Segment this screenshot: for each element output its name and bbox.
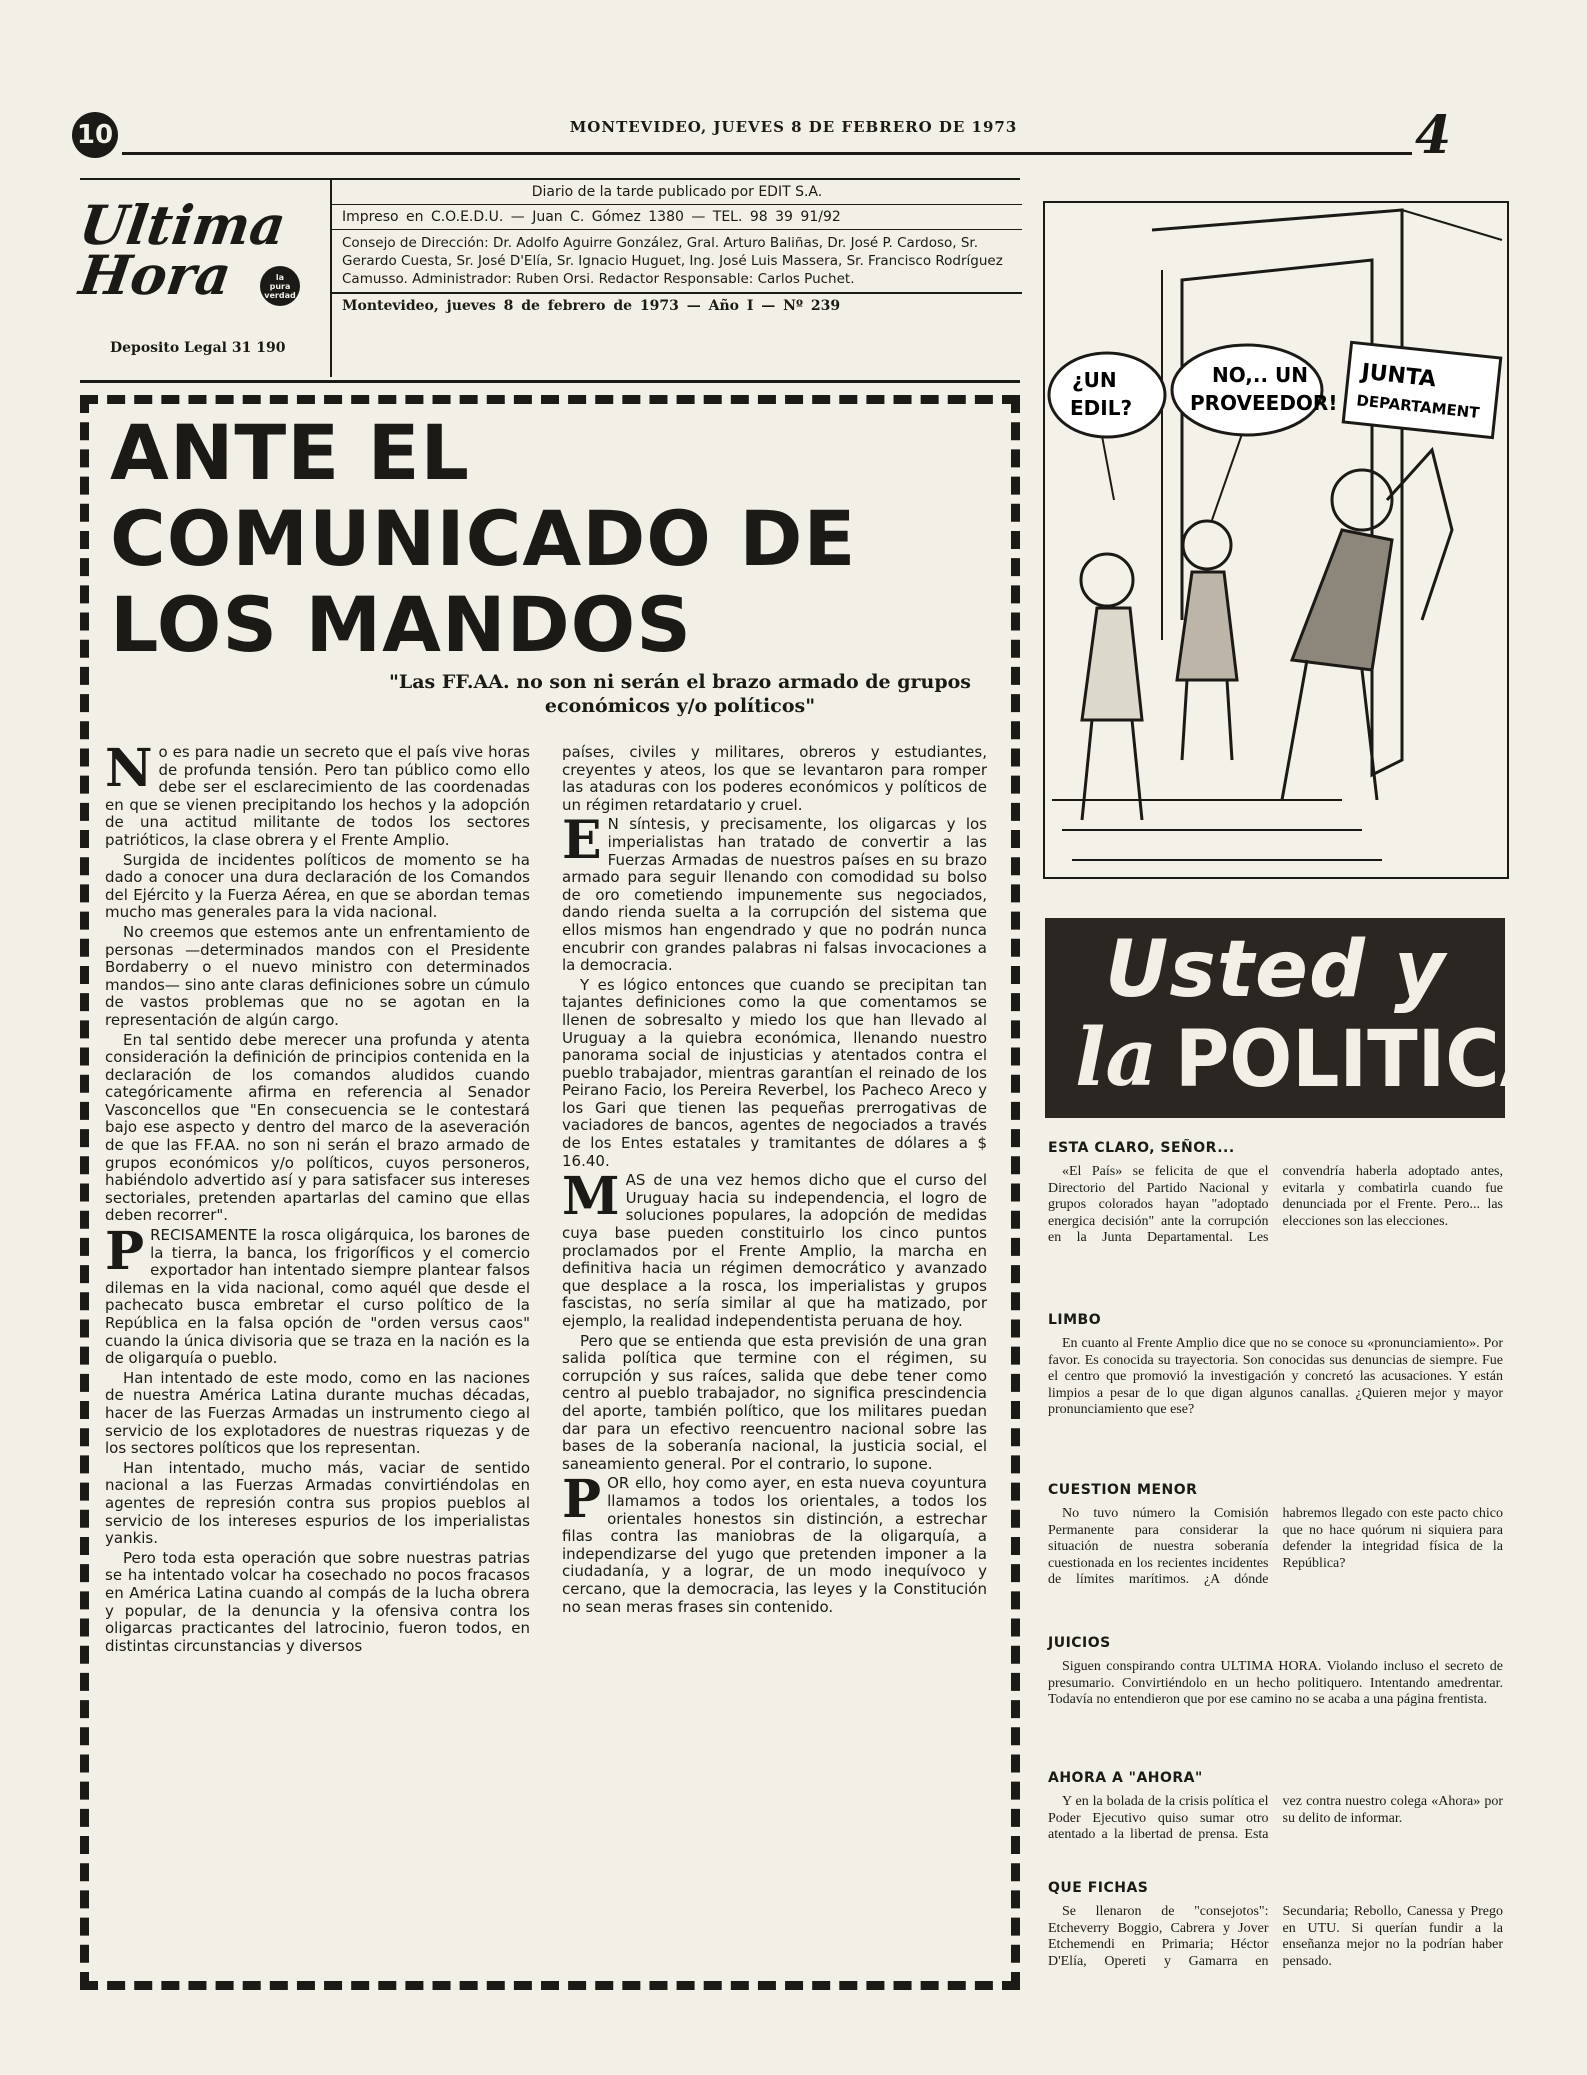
brief-text: Siguen conspirando contra ULTIMA HORA. Violando incluso el secreto de presumario. Convirtiéndolo en un hecho politiquero. Intentando amedrentar. Todavía no entendieron que por ese camino no se acaba a una página frentista. <box>1048 1659 1503 1707</box>
dateline: MONTEVIDEO, JUEVES 8 DE FEBRERO DE 1973 <box>569 118 1018 136</box>
brief-item <box>1048 1312 1503 1419</box>
article-paragraph <box>562 977 987 1171</box>
article-paragraph <box>562 1333 987 1474</box>
paragraph-text: No creemos que estemos ante un enfrentamiento de personas —determinados mandos con el Presidente Bordaberry o el nuevo ministro con determinados mandos— sino ante claras definiciones sobre un cúmulo de vastos problemas que no se agotan en la representación de algún cargo. <box>105 922 530 1029</box>
article-paragraph <box>105 852 530 922</box>
paragraph-text: RECISAMENTE la rosca oligárquica, los barones de la tierra, la banca, los frigoríficos y el comercio exportador han intentado siempre plantear falsos dilemas en la vida nacional, como aquél que desde el pachecato busca embretar el curso político de la República en la falsa opción de "orden versus caos" cuando la única divisoria que se traza en la nación es la de oligarquía o pueblo. <box>105 1226 530 1368</box>
logo-tag-badge <box>260 266 300 306</box>
paragraph-text: Surgida de incidentes políticos de momento se ha dado a conocer una dura declaración de los Comandos del Ejército y la Fuerza Aérea, en que se abordan temas mucho mas generales para la vida nacional. <box>105 850 530 922</box>
bubble-2-line-2: PROVEEDOR! <box>1190 391 1338 415</box>
brief-text: No tuvo número la Comisión Permanente para considerar la situación de nuestra soberanía cuestionada en los recientes incidentes de límites marítimos. ¿A dónde habremos llegado con este pacto chico que no hace quórum ni siquiera para defender la integridad física de la República? <box>1048 1506 1503 1587</box>
logo-word-ultima: Ultima <box>75 193 290 257</box>
drop-cap: M <box>562 1166 620 1228</box>
page-number: 10 <box>76 120 114 150</box>
article-paragraph <box>105 738 530 850</box>
political-cartoon <box>1042 200 1510 880</box>
cartoon-drawing <box>1042 200 1510 880</box>
paragraph-text: o es para nadie un secreto que el país vive horas de profunda tensión. Pero tan público como ello debe ser el esclarecimiento de las coordenadas en que se vienen precipitando los hechos y la adopción de una actitud militante de todos los sectores patrióticos, la clase obrera y el Frente Amplio. <box>105 743 530 849</box>
bubble-1-line-2: EDIL? <box>1070 396 1133 420</box>
sign-line-2: DEPARTAMENT <box>1355 391 1481 423</box>
article-column-1 <box>105 738 530 1657</box>
brief-text: Y en la bolada de la crisis política el Poder Ejecutivo quiso sumar otro atentado a la libertad de prensa. Esta vez contra nuestro colega «Ahora» por su delito de informar. <box>1048 1794 1503 1842</box>
brief-text: En cuanto al Frente Amplio dice que no se conoce su «pronunciamiento». Por favor. Es conocida su trayectoria. Son conocidas sus denuncias de siempre. Fue el centro que promovió la investigación y concretó las acusaciones. Y están limpios a pesar de lo que digan algunos canallas. ¿Quieren mejor y mayor pronunciamiento que ese? <box>1048 1336 1503 1417</box>
paragraph-text: Pero que se entienda que esta previsión de una gran salida política que termine con el régimen, su corrupción y sus raíces, salida que debe tener como centro al pueblo trabajador, no significa prescindencia del aporte, también político, que los militares puedan dar para un efectivo reencuentro nacional sobre las bases de la soberanía nacional, la justicia social, el saneamiento general. Por el contrario, lo supone. <box>562 1331 987 1473</box>
brief-item <box>1048 1635 1503 1709</box>
brief-title: AHORA A "AHORA" <box>1048 1770 1203 1786</box>
imprenta-line: Impreso en C.O.E.D.U. — Juan C. Gómez 1380 — TEL. 98 39 91/92 <box>332 204 1022 230</box>
paragraph-text: países, civiles y militares, obreros y estudiantes, creyentes y ateos, los que se levantaron para romper las ataduras con los poderes económicos y políticos de un régimen retardatario y cruel. <box>562 743 987 814</box>
logo-tag-line: la <box>275 272 285 282</box>
bubble-1-line-1: ¿UN <box>1072 368 1117 392</box>
publisher-line: Diario de la tarde publicado por EDIT S.A. <box>531 184 823 200</box>
section-title-politica: POLITICA <box>1175 1015 1557 1105</box>
paragraph-text: En tal sentido debe merecer una profunda y atenta consideración la definición de principios contenida en la declaración de los comandos aludidos cuando categóricamente afirma en referencia al Senador Vasconcellos que "En consecuencia se le contestará bajo ese aspecto y dentro del marco de la aseveración de que las FF.AA. no son ni serán el brazo armado de grupos económicos y/o políticos, cuyos personeros, habiéndolo advertido así y para satisfacer sus intereses sectoriales, pretenden apartarlas del camino que ellas deben recorrer". <box>105 1030 530 1225</box>
headline: ANTE EL COMUNICADO DE LOS MANDOS <box>110 408 857 669</box>
paragraph-text: OR ello, hoy como ayer, en esta nueva coyuntura llamamos a todos los orientales, a todos los orientales honestos sin distinción, a estrechar filas contra las maniobras de la oligarquía, a independizarse del yugo que pretenden imponer a la ciudadanía, y a lograr, de un modo inequívoco y cercano, que la democracia, las leyes y la Constitución no sean meras frases sin contenido. <box>562 1474 987 1616</box>
article-column-2 <box>562 744 987 1618</box>
section-title-line-1: Usted y <box>1105 925 1446 1015</box>
brief-title: CUESTION MENOR <box>1048 1482 1198 1498</box>
brief-item <box>1048 1482 1503 1589</box>
logo-tag-line: verdad <box>264 290 296 300</box>
consejo-direccion: Consejo de Dirección: Dr. Adolfo Aguirre González, Gral. Arturo Baliñas, Dr. José P. Cardoso, Sr. Gerardo Cuesta, Sr. José D'Elía, Sr. Ignacio Huguet, Ing. José Luis Massera, Sr. Francisco Rodríguez Camusso. Administrador: Ruben Orsi. Redactor Responsable: Carlos Puchet. <box>332 230 1022 294</box>
masthead-info <box>330 180 1022 377</box>
article-paragraph <box>105 1221 530 1368</box>
paragraph-text: Han intentado de este modo, como en las naciones de nuestra América Latina durante muchas décadas, hacer de las Fuerzas Armadas un instrumento ciego al servicio de los explotadores de nuestras riquezas y de los sectores políticos que los representan. <box>105 1368 530 1458</box>
drop-cap: P <box>562 1469 602 1531</box>
brief-title: ESTA CLARO, SEÑOR... <box>1048 1140 1235 1156</box>
paragraph-text: N síntesis, y precisamente, los oligarcas y los imperialistas han tratado de convertir a las Fuerzas Armadas de nuestros países en su brazo armado para seguir llenando con comodidad su bolso de oro cometiendo impunemente sus negociados, dando rienda suelta a la corrupción del sistema que ellos mismos han engendrado y que no podrán nunca encubrir con grandes palabras ni falsas invocaciones a la democracia. <box>562 815 987 975</box>
article-paragraph <box>562 810 987 975</box>
brief-body <box>1048 1794 1503 1844</box>
brief-item <box>1048 1770 1503 1844</box>
drop-cap: E <box>562 810 602 872</box>
brief-body <box>1048 1506 1503 1589</box>
brief-body <box>1048 1164 1503 1247</box>
article-paragraph <box>105 1032 530 1226</box>
drop-cap: N <box>105 738 153 799</box>
masthead <box>75 178 1020 383</box>
issue-line: Montevideo, jueves 8 de febrero de 1973 — Año I — Nº 239 <box>342 298 841 314</box>
article-paragraph <box>562 1469 987 1616</box>
bubble-2-line-1: NO,.. UN <box>1212 363 1309 387</box>
article-paragraph <box>105 1460 530 1548</box>
brief-text: «El País» se felicita de que el Directorio del Partido Nacional y grupos colorados hayan "adoptado energica decisión" ante la corrupción en la Junta Departamental. Les convendría haberla adoptado antes, evitarla y combatirla cuando fue denunciada por el Frente. Pero... las elecciones son las elecciones. <box>1048 1164 1503 1245</box>
brief-title: QUE FICHAS <box>1048 1880 1149 1896</box>
brief-title: LIMBO <box>1048 1312 1102 1328</box>
sign-line-1: JUNTA <box>1360 359 1438 393</box>
brief-text: Se llenaron de "consejotos": Etcheverry Boggio, Cabrera y Jover Etchemendi en Primaria; Héctor D'Elía, Opereti y Gamarra en Secundaria; Rebollo, Canessa y Prego en UTU. Si querían fundir a la enseñanza mejor no la podrían haber pensado. <box>1048 1904 1503 1969</box>
corner-handwritten-mark: 4 <box>1415 105 1452 166</box>
junta-sign <box>1343 342 1501 437</box>
article-paragraph <box>105 1550 530 1656</box>
newspaper-logo <box>75 193 300 310</box>
top-rule <box>122 152 1412 155</box>
article-paragraph <box>562 744 987 814</box>
brief-body <box>1048 1336 1503 1419</box>
subheadline: "Las FF.AA. no son ni serán el brazo armado de grupos económicos y/o políticos" <box>388 671 972 717</box>
brief-body <box>1048 1659 1503 1709</box>
drop-cap: P <box>105 1221 145 1283</box>
brief-body <box>1048 1904 1503 1970</box>
brief-item <box>1048 1140 1503 1247</box>
article-paragraph <box>562 1166 987 1330</box>
article-paragraph <box>105 924 530 1030</box>
logo-word-hora: Hora <box>75 243 235 307</box>
paragraph-text: Y es lógico entonces que cuando se precipitan tan tajantes definiciones como la que comentamos se llenen de sobresalto y miedo los que han llevado al Uruguay a la quiebra económica, llenando nuestro panorama social de injusticias y atentados contra el pueblo trabajador, mientras garantían el reinado de los Peirano Facio, los Pereira Reverbel, los Pacheco Areco y los Gari que tienen las pequeñas prerrogativas de vaciadores de bancos, agentes de negociados a través de los Entes estatales y tramitantes de dólares a $ 16.40. <box>562 975 987 1170</box>
paragraph-text: AS de una vez hemos dicho que el curso del Uruguay hacia su independencia, el logro de soluciones populares, la adopción de medidas cuya base pueden constituirlo los cinco puntos proclamados por el Frente Amplio, la marcha en definitiva hacia un régimen democrático y avanzado que desplace a la rosca, los imperialistas y grupos fascistas, no sería similar al que ha matizado, por ejemplo, la realidad independentista peruana de hoy. <box>562 1171 987 1330</box>
paragraph-text: Han intentado, mucho más, vaciar de sentido nacional a las Fuerzas Armadas convirtiéndolas en agentes de represión contra sus propios pueblos al servicio de los intereses espurios de los imperialistas yankis. <box>105 1458 530 1548</box>
brief-item <box>1048 1880 1503 1970</box>
deposito-legal: Deposito Legal 31 190 <box>110 340 286 356</box>
brief-title: JUICIOS <box>1048 1635 1111 1651</box>
logo-tag-line: pura <box>269 281 291 291</box>
article-paragraph <box>105 1370 530 1458</box>
section-title-la: la <box>1075 1010 1158 1104</box>
paragraph-text: Pero toda esta operación que sobre nuestras patrias se ha intentado volcar ha cosechado no pocos fracasos en América Latina cuando al compás de la lucha obrera y popular, de la denuncia y la ofensiva contra los oligarcas practicantes del latrocinio, fueron todos, en distintas circunstancias y diversos <box>105 1548 530 1655</box>
